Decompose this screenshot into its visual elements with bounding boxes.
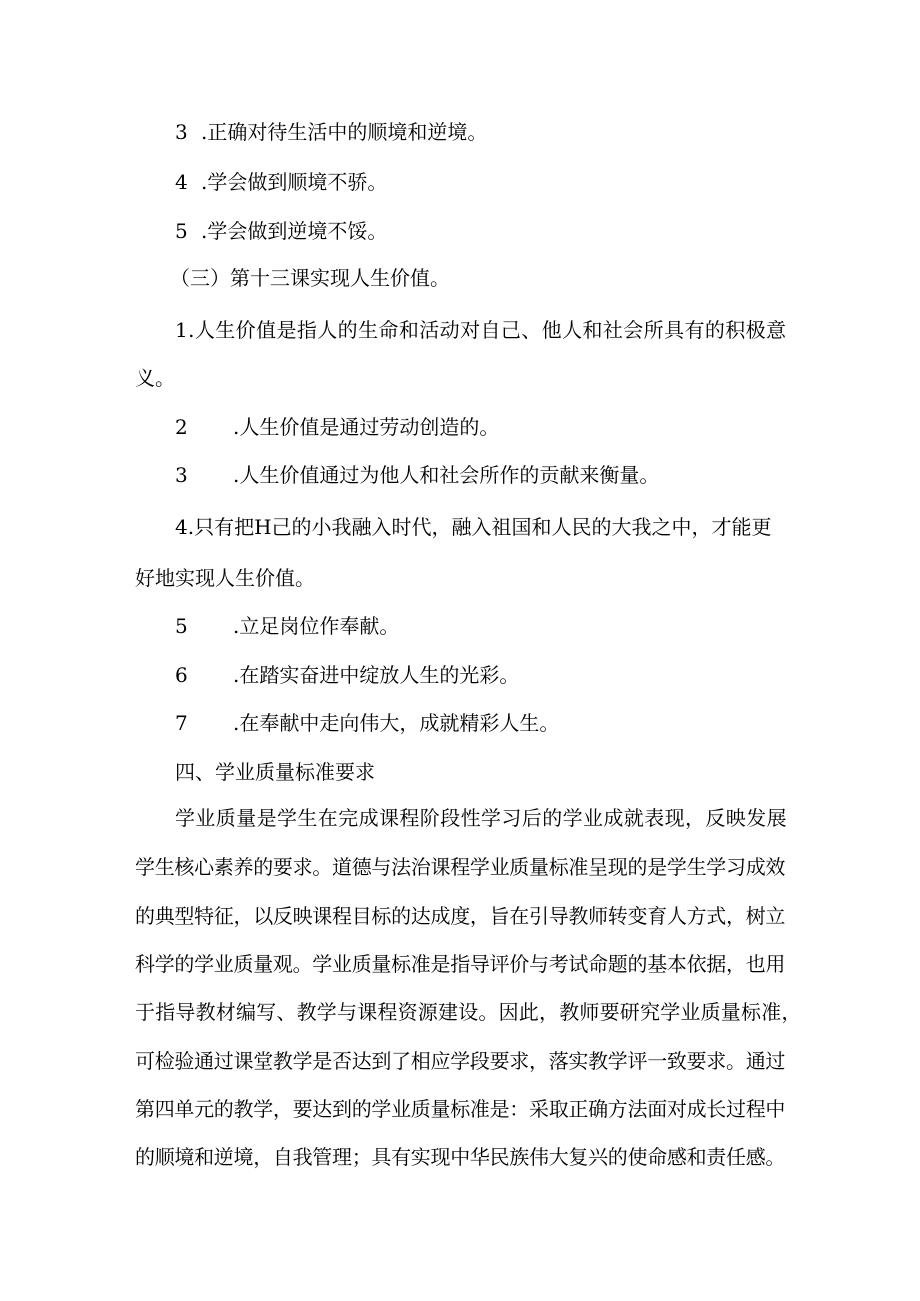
list-number: 7: [175, 711, 188, 735]
list-text: .在奉献中走向伟大，成就精彩人生。: [233, 711, 560, 735]
paragraph-line: 学业质量是学生在完成课程阶段性学习后的学业成就表现，反映发展: [175, 806, 787, 830]
list-item: [175, 170, 387, 194]
paragraph-line: 第四单元的教学，要达到的学业质量标准是：采取正确方法面对成长过程中: [135, 1097, 786, 1121]
list-text: .正确对待生活中的顺境和逆境。: [201, 120, 488, 144]
list-item-line: 4.只有把H己的小我融入时代，融入祖国和人民的大我之中，才能更: [175, 515, 772, 539]
paragraph-line: 可检验通过课堂教学是否达到了相应学段要求，落实教学评一致要求。通过: [135, 1049, 786, 1073]
list-text: .立足岗位作奉献。: [233, 614, 400, 638]
list-item: [175, 219, 387, 243]
list-item: [175, 711, 559, 735]
list-text: .学会做到顺境不骄。: [201, 170, 388, 194]
list-item: [175, 120, 487, 144]
paragraph-line: 的顺境和逆境，自我管理；具有实现中华民族伟大复兴的使命感和责任感。: [135, 1145, 786, 1169]
list-item-continuation: 好地实现人生价值。: [135, 566, 315, 590]
paragraph-line: 的典型特征，以反映课程目标的达成度，旨在引导教师转变育人方式，树立: [135, 904, 786, 928]
paragraph-line: 于指导教材编写、教学与课程资源建设。因此，教师要研究学业质量标准，: [135, 1000, 802, 1024]
list-number: 4: [175, 170, 188, 194]
list-number: 3: [175, 120, 188, 144]
list-text: .在踏实奋进中绽放人生的光彩。: [233, 663, 520, 687]
list-number: 6: [175, 663, 188, 687]
section-heading: 四、学业质量标准要求: [175, 760, 375, 784]
list-text: .人生价值通过为他人和社会所作的贡献来衡量。: [233, 463, 660, 487]
list-text: .学会做到逆境不馁。: [201, 219, 388, 243]
list-item: [175, 415, 499, 439]
list-number: 5: [175, 614, 188, 638]
list-number: 5: [175, 219, 188, 243]
section-heading: （三）第十三课实现人生价值。: [170, 266, 450, 290]
list-item: [175, 614, 399, 638]
list-item: [175, 463, 659, 487]
paragraph-line: 学生核心素养的要求。道德与法治课程学业质量标准呈现的是学生学习成效: [135, 855, 786, 879]
list-item-continuation: 义。: [135, 366, 175, 390]
paragraph-line: 科学的学业质量观。学业质量标准是指导评价与考试命题的基本依据，也用: [135, 952, 786, 976]
list-item-line: 1.人生价值是指人的生命和活动对自己、他人和社会所具有的积极意: [175, 318, 787, 342]
list-number: 3: [175, 463, 188, 487]
list-number: 2: [175, 415, 188, 439]
list-text: .人生价值是通过劳动创造的。: [233, 415, 500, 439]
list-item: [175, 663, 519, 687]
